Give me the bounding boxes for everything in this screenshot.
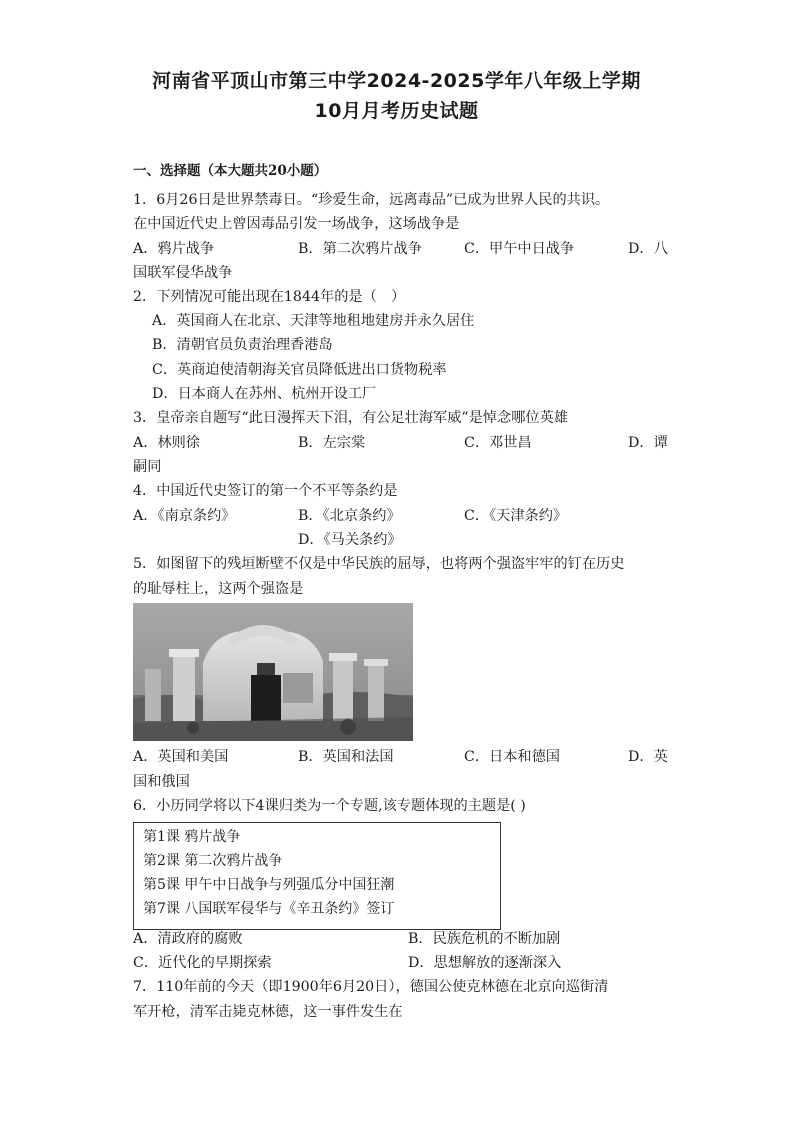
q1-option-d-cont: 国联军侵华战争 bbox=[133, 265, 233, 281]
q5-option-b: B．英国和法国 bbox=[298, 749, 394, 765]
q7-stem-1: 7．110年前的今天（即1900年6月20日），德国公使克林德在北京向巡街清 bbox=[133, 979, 609, 995]
lesson-item-4: 第7课 八国联军侵华与《辛丑条约》签订 bbox=[143, 901, 395, 917]
q2-option-d: D．日本商人在苏州、杭州开设工厂 bbox=[152, 386, 377, 402]
lesson-item-3: 第5课 甲午中日战争与列强瓜分中国狂潮 bbox=[143, 877, 395, 893]
q1-stem-1: 1．6月26日是世界禁毒日。“珍爱生命，远离毒品”已成为世界人民的共识。 bbox=[133, 192, 610, 208]
q3-option-d-cont: 嗣同 bbox=[133, 459, 162, 475]
q5-option-c: C．日本和德国 bbox=[464, 749, 560, 765]
lesson-list-box bbox=[133, 822, 501, 930]
q1-option-d: D．八 bbox=[628, 241, 668, 257]
title-line-1: 河南省平顶山市第三中学2024-2025学年八年级上学期 bbox=[152, 70, 641, 92]
q6-stem: 6．小历同学将以下4课归类为一个专题,该专题体现的主题是( ) bbox=[133, 798, 526, 814]
q2-option-b: B．清朝官员负责治理香港岛 bbox=[152, 337, 333, 353]
ruins-illustration bbox=[133, 603, 413, 741]
lesson-item-1: 第1课 鸦片战争 bbox=[143, 829, 241, 845]
ruins-photo bbox=[133, 603, 413, 741]
q1-option-a: A．鸦片战争 bbox=[133, 241, 215, 257]
q1-stem-2: 在中国近代史上曾因毒品引发一场战争，这场战争是 bbox=[133, 216, 460, 232]
title-line-2: 10月月考历史试题 bbox=[314, 100, 479, 122]
q5-stem-1: 5．如图留下的残垣断壁不仅是中华民族的屈辱，也将两个强盗牢牢的钉在历史 bbox=[133, 556, 625, 572]
q6-option-d: D．思想解放的逐渐深入 bbox=[408, 955, 562, 971]
q2-option-c: C．英商迫使清朝海关官员降低进出口货物税率 bbox=[152, 362, 447, 378]
q5-option-a: A．英国和美国 bbox=[133, 749, 229, 765]
q3-option-b: B．左宗棠 bbox=[298, 435, 366, 451]
q3-option-a: A．林则徐 bbox=[133, 435, 200, 451]
q6-option-c: C．近代化的早期探索 bbox=[133, 955, 272, 971]
q4-option-a: A．《南京条约》 bbox=[133, 508, 236, 524]
q4-option-c: C．《天津条约》 bbox=[464, 508, 568, 524]
lesson-item-2: 第2课 第二次鸦片战争 bbox=[143, 853, 283, 869]
q3-option-d: D．谭 bbox=[628, 435, 668, 451]
q5-option-d: D．英 bbox=[628, 749, 668, 765]
q5-option-d-cont: 国和俄国 bbox=[133, 774, 190, 790]
q4-option-d: D．《马关条约》 bbox=[298, 532, 402, 548]
q6-option-b: B．民族危机的不断加剧 bbox=[408, 931, 561, 947]
q2-option-a: A．英国商人在北京、天津等地租地建房并永久居住 bbox=[152, 313, 475, 329]
q3-stem: 3．皇帝亲自题写“此日漫挥天下泪，有公足壮海军威”是悼念哪位英雄 bbox=[133, 410, 568, 426]
q1-option-b: B．第二次鸦片战争 bbox=[298, 241, 422, 257]
q3-option-c: C．邓世昌 bbox=[464, 435, 532, 451]
q6-option-a: A．清政府的腐败 bbox=[133, 931, 243, 947]
q4-stem: 4．中国近代史签订的第一个不平等条约是 bbox=[133, 483, 398, 499]
q7-stem-2: 军开枪，清军击毙克林德，这一事件发生在 bbox=[133, 1004, 403, 1020]
section-heading: 一、选择题（本大题共20小题） bbox=[133, 163, 328, 179]
q1-option-c: C．甲午中日战争 bbox=[464, 241, 575, 257]
q4-option-b: B．《北京条约》 bbox=[298, 508, 401, 524]
q2-stem: 2．下列情况可能出现在1844年的是（ ） bbox=[133, 289, 406, 305]
q5-stem-2: 的耻辱柱上，这两个强盗是 bbox=[133, 581, 304, 597]
